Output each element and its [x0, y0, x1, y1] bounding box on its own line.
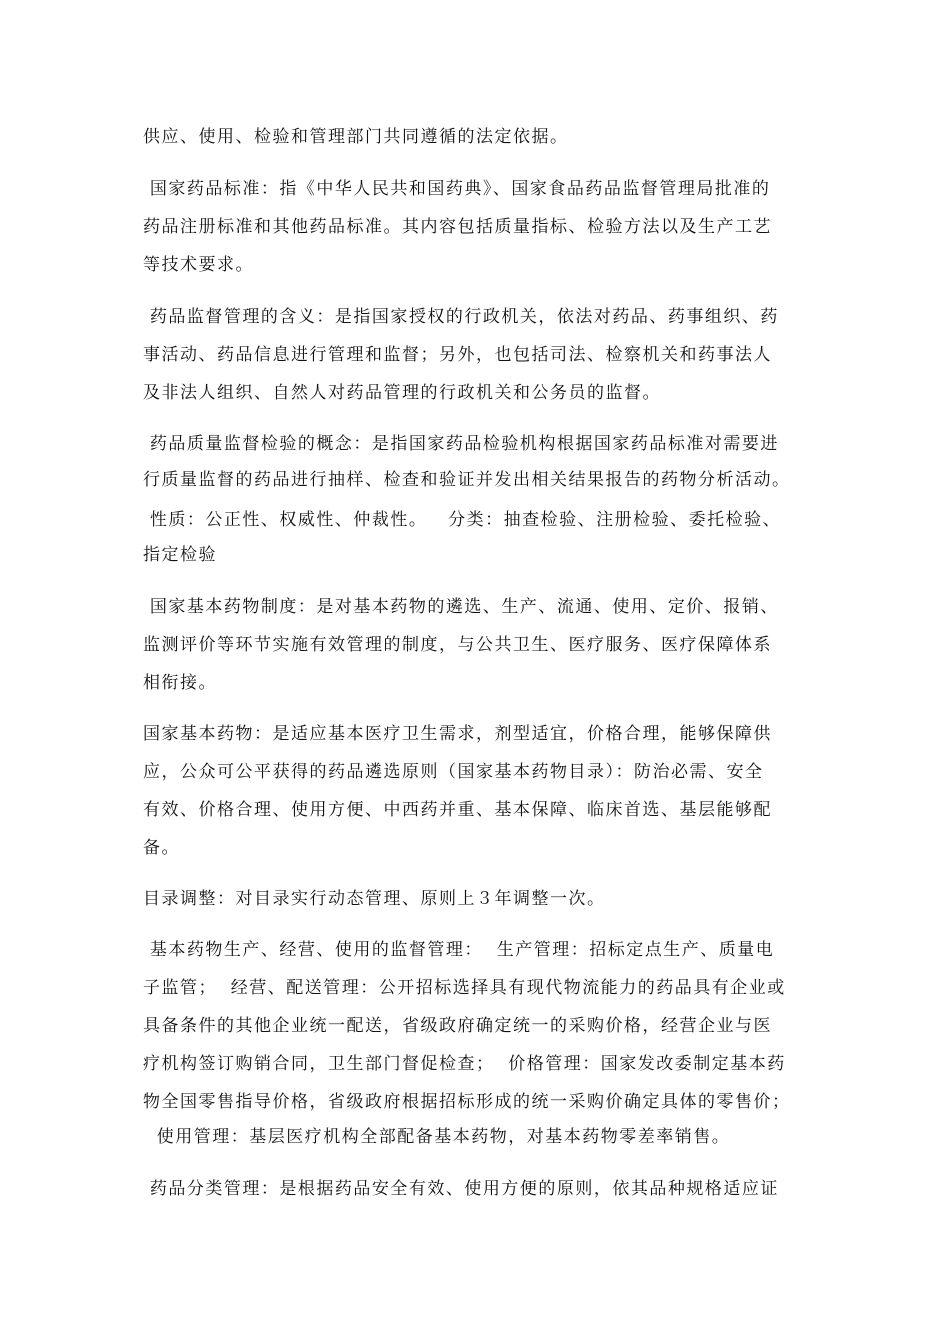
text-line: 性质：公正性、权威性、仲裁性。 分类：抽查检验、注册检验、委托检验、 — [143, 510, 782, 530]
text-line: 供应、使用、检验和管理部门共同遵循的法定依据。 — [143, 127, 569, 147]
text-line: 具备条件的其他企业统一配送，省级政府确定统一的采购价格，经营企业与医 — [143, 1016, 772, 1036]
text-line: 基本药物生产、经营、使用的监督管理： 生产管理：招标定点生产、质量电 — [143, 940, 775, 960]
text-line: 有效、价格合理、使用方便、中西药并重、基本保障、临床首选、基层能够配 — [143, 800, 772, 820]
text-line: 应，公众可公平获得的药品遴选原则（国家基本药物目录）：防治必需、安全 — [143, 762, 764, 782]
text-line: 及非法人组织、自然人对药品管理的行政机关和公务员的监督。 — [143, 383, 661, 403]
text-line: 国家药品标准：指《中华人民共和国药典》、国家食品药品监督管理局批准的 — [143, 179, 771, 199]
text-line: 事活动、药品信息进行管理和监督；另外，也包括司法、检察机关和药事法人 — [143, 345, 772, 365]
text-line: 等技术要求。 — [143, 255, 254, 275]
text-line: 备。 — [143, 838, 180, 858]
text-line: 药品监督管理的含义：是指国家授权的行政机关，依法对药品、药事组织、药 — [143, 307, 779, 327]
text-line: 行质量监督的药品进行抽样、检查和验证并发出相关结果报告的药物分析活动。 — [143, 470, 791, 490]
text-line: 目录调整：对目录实行动态管理、原则上３年调整一次。 — [143, 889, 606, 909]
text-line: 使用管理：基层医疗机构全部配备基本药物，对基本药物零差率销售。 — [143, 1127, 731, 1147]
text-line: 监测评价等环节实施有效管理的制度，与公共卫生、医疗服务、医疗保障体系 — [143, 635, 772, 655]
text-line: 指定检验 — [143, 545, 217, 565]
text-line: 疗机构签订购销合同，卫生部门督促检查； 价格管理：国家发改委制定基本药 — [143, 1054, 786, 1074]
text-line: 相衔接。 — [143, 673, 217, 693]
text-line: 药品注册标准和其他药品标准。其内容包括质量指标、检验方法以及生产工艺 — [143, 217, 772, 237]
text-line: 药品分类管理：是根据药品安全有效、使用方便的原则，依其品种规格适应证 — [143, 1179, 779, 1199]
text-line: 药品质量监督检验的概念：是指国家药品检验机构根据国家药品标准对需要进 — [143, 434, 779, 454]
text-line: 国家基本药物制度：是对基本药物的遴选、生产、流通、使用、定价、报销、 — [143, 597, 779, 617]
text-line: 物全国零售指导价格，省级政府根据招标形成的统一采购价确定具体的零售价； — [143, 1092, 791, 1112]
text-line: 国家基本药物：是适应基本医疗卫生需求，剂型适宜，价格合理，能够保障供 — [143, 724, 772, 744]
text-line: 子监管； 经营、配送管理：公开招标选择具有现代物流能力的药品具有企业或 — [143, 978, 786, 998]
